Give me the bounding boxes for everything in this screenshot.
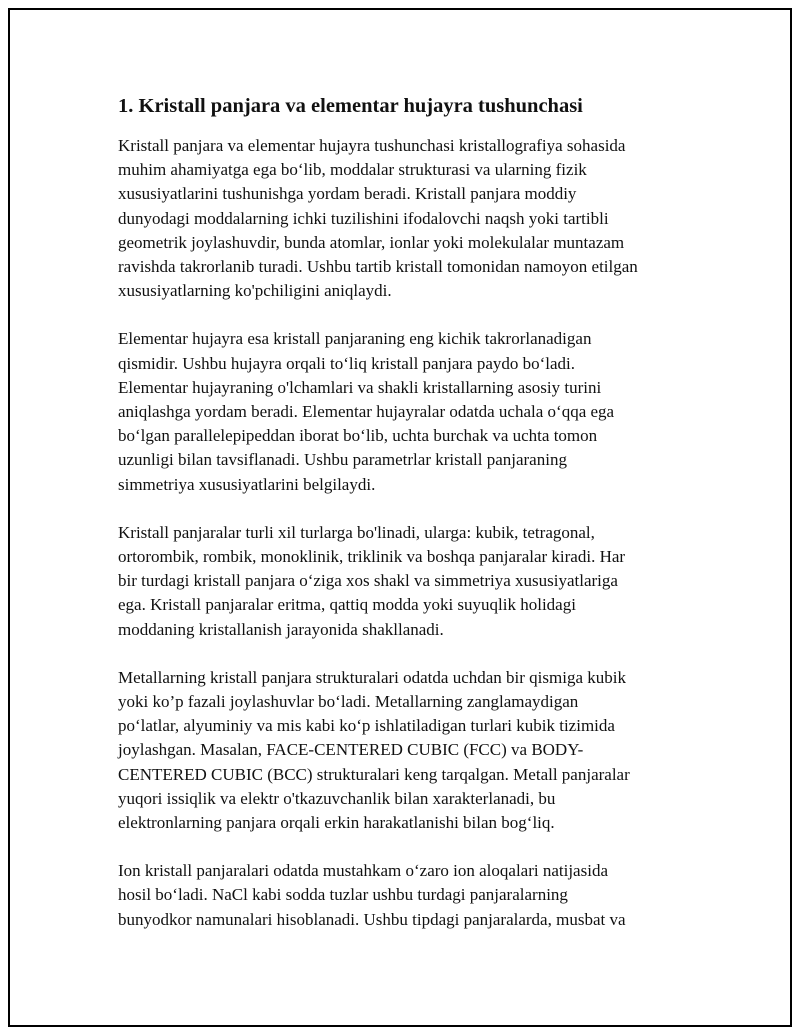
paragraph-2 xyxy=(118,327,683,496)
text-line: xususiyatlarning ko'pchiligini aniqlaydi. xyxy=(118,281,392,301)
text-line: xususiyatlarini tushunishga yordam beradi. Kristall panjara moddiy xyxy=(118,184,577,204)
text-line: Elementar hujayraning o'lchamlari va shakli kristallarning asosiy turini xyxy=(118,377,602,397)
text-line: Elementar hujayra esa kristall panjaraning eng kichik takrorlanadigan xyxy=(118,329,592,349)
text-line: moddaning kristallanish jarayonida shakllanadi. xyxy=(118,619,444,639)
text-line: Kristall panjara va elementar hujayra tushunchasi kristallografiya sohasida xyxy=(118,136,626,155)
text-line: uzunligi bilan tavsiflanadi. Ushbu parametrlar kristall panjaraning xyxy=(118,450,567,470)
text-line: joylashgan. Masalan, FACE-CENTERED CUBIC (FCC) va BODY- xyxy=(118,740,584,760)
text-line: yuqori issiqlik va elektr o'tkazuvchanlik bilan xarakterlanadi, bu xyxy=(118,788,556,808)
text-line: bo‘lgan parallelepipeddan iborat bo‘lib, uchta burchak va uchta tomon xyxy=(118,426,598,446)
text-line: Metallarning kristall panjara strukturalari odatda uchdan bir qismiga kubik xyxy=(118,667,626,687)
text-line: geometrik joylashuvdir, bunda atomlar, ionlar yoki molekulalar muntazam xyxy=(118,232,625,252)
text-line: Kristall panjaralar turli xil turlarga bo'linadi, ularga: kubik, tetragonal, xyxy=(118,522,595,542)
paragraph-5 xyxy=(118,859,683,932)
paragraph-4 xyxy=(118,666,683,835)
paragraph-3 xyxy=(118,521,683,642)
text-line: ortorombik, rombik, monoklinik, triklinik va boshqa panjaralar kiradi. Har xyxy=(118,547,626,567)
text-line: qismidir. Ushbu hujayra orqali to‘liq kristall panjara paydo bo‘ladi. xyxy=(118,353,576,373)
text-line: simmetriya xususiyatlarini belgilaydi. xyxy=(118,474,376,494)
text-line: aniqlashga yordam beradi. Elementar hujayralar odatda uchala o‘qqa ega xyxy=(118,402,615,422)
paragraph-1 xyxy=(118,134,683,303)
text-line: bunyodkor namunalari hisoblanadi. Ushbu tipdagi panjaralarda, musbat va xyxy=(118,909,626,929)
text-line: CENTERED CUBIC (BCC) strukturalari keng tarqalgan. Metall panjaralar xyxy=(118,764,630,784)
text-line: bir turdagi kristall panjara o‘ziga xos shakl va simmetriya xususiyatlariga xyxy=(118,571,618,591)
text-line: dunyodagi moddalarning ichki tuzilishini ifodalovchi naqsh yoki tartibli xyxy=(118,208,609,228)
document-body xyxy=(118,92,683,956)
text-line: yoki ko’p fazali joylashuvlar bo‘ladi. Metallarning zanglamaydigan xyxy=(118,692,579,712)
section-title: 1. Kristall panjara va elementar hujayra tushunchasi xyxy=(118,95,583,117)
text-line: muhim ahamiyatga ega bo‘lib, moddalar strukturasi va ularning fizik xyxy=(118,160,587,180)
text-line: po‘latlar, alyuminiy va mis kabi ko‘p ishlatiladigan turlari kubik tizimida xyxy=(118,716,615,736)
text-line: Ion kristall panjaralari odatda mustahkam o‘zaro ion aloqalari natijasida xyxy=(118,861,608,881)
text-line: hosil bo‘ladi. NaCl kabi sodda tuzlar ushbu turdagi panjaralarning xyxy=(118,885,568,905)
text-line: ega. Kristall panjaralar eritma, qattiq modda yoki suyuqlik holidagi xyxy=(118,595,576,615)
text-line: ravishda takrorlanib turadi. Ushbu tartib kristall tomonidan namoyon etilgan xyxy=(118,257,638,277)
text-line: elektronlarning panjara orqali erkin harakatlanishi bilan bog‘liq. xyxy=(118,813,555,833)
